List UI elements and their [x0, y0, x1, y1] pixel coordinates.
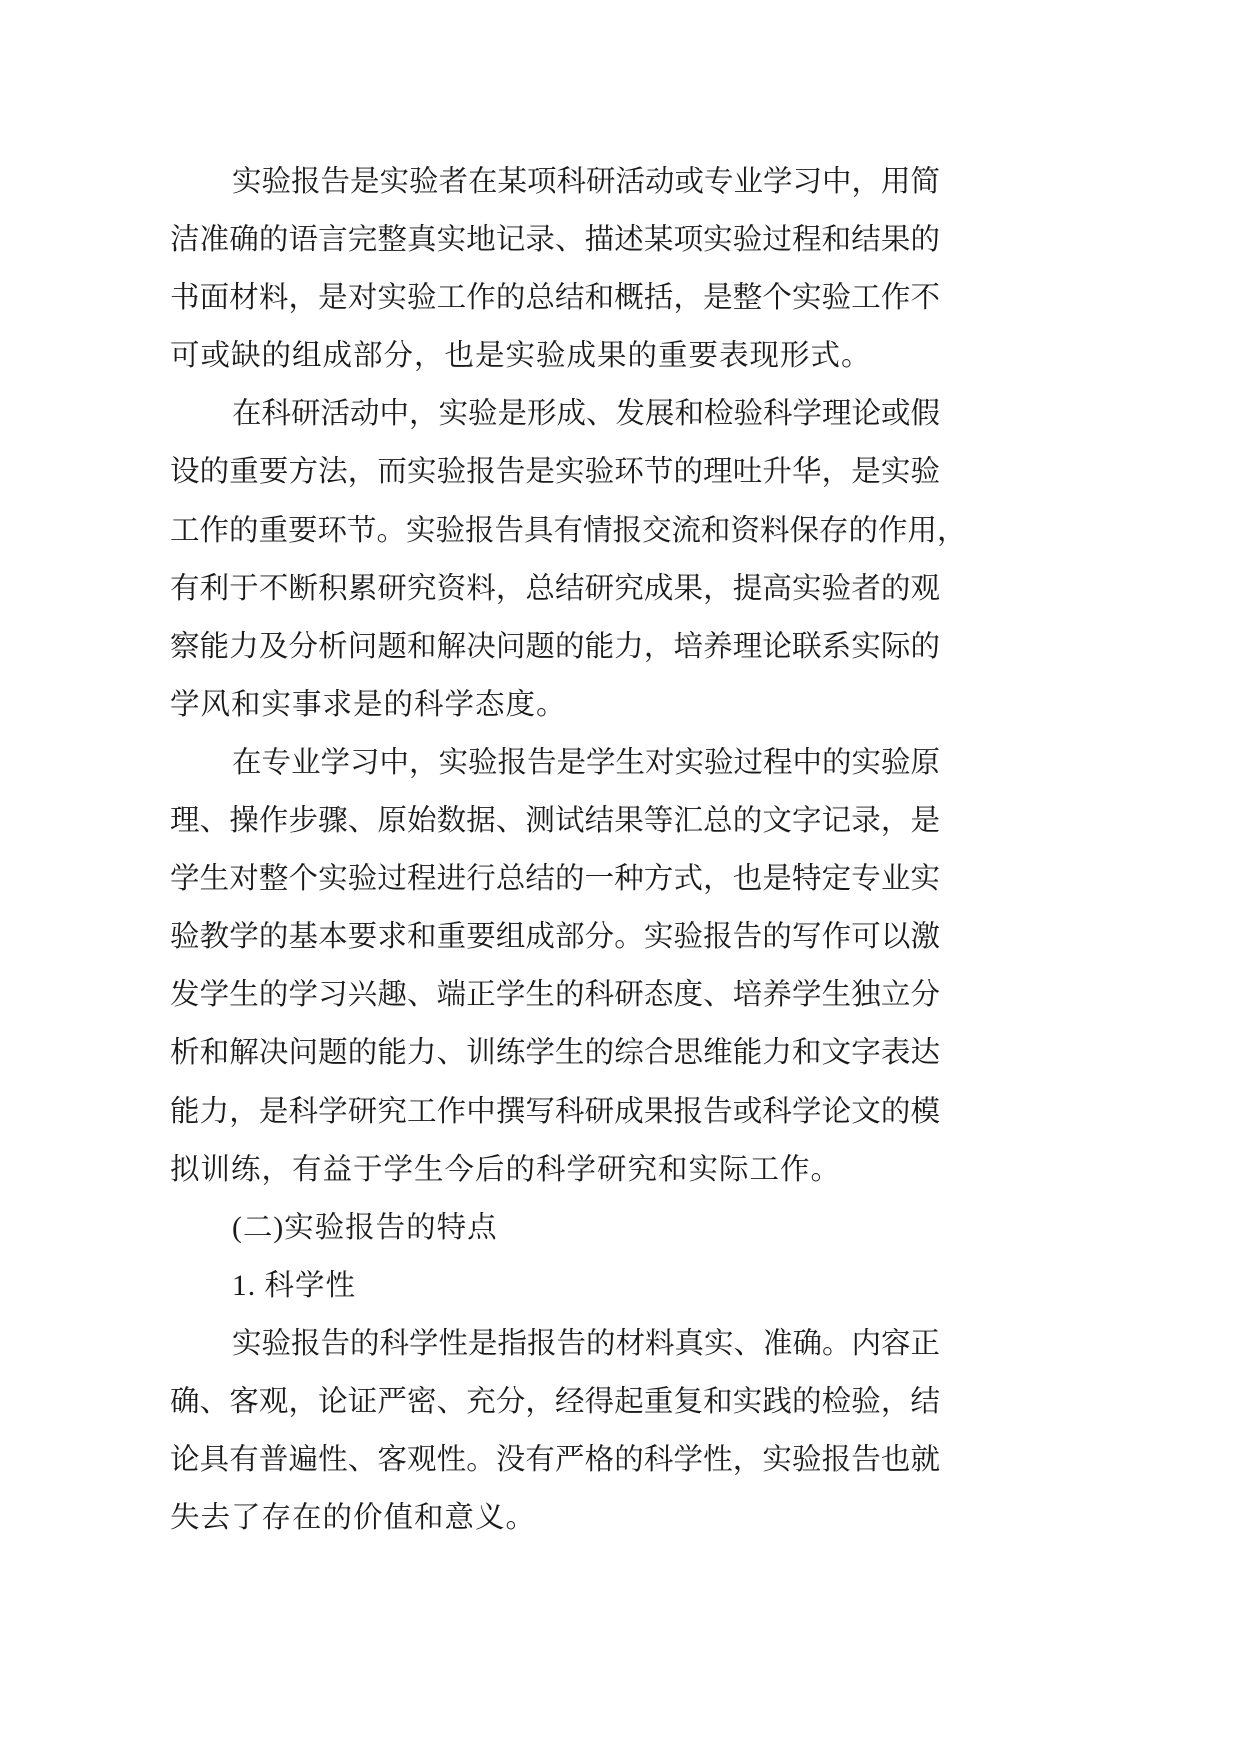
document-body [170, 153, 967, 1547]
text-line: 失去了存在的价值和意义。 [170, 1502, 537, 1535]
text-line: 理、操作步骤、原始数据、测试结果等汇总的文字记录，是 [170, 805, 940, 838]
text-line: 验教学的基本要求和重要组成部分。实验报告的写作可以激 [170, 921, 940, 954]
text-line: 实验报告的科学性是指报告的材料真实、准确。内容正 [232, 1327, 941, 1360]
text-line: 书面材料，是对实验工作的总结和概括，是整个实验工作不 [170, 282, 940, 315]
text-line: 论具有普遍性、客观性。没有严格的科学性，实验报告也就 [170, 1444, 940, 1477]
text-line: 析和解决问题的能力、训练学生的综合思维能力和文字表达 [170, 1037, 940, 1070]
text-line: 有利于不断积累研究资料，总结研究成果，提高实验者的观 [170, 572, 940, 605]
paragraph [170, 734, 940, 1199]
text-line: 拟训练，有益于学生今后的科学研究和实际工作。 [170, 1153, 842, 1186]
text-line: 在专业学习中，实验报告是学生对实验过程中的实验原 [232, 746, 941, 779]
subsection-heading [170, 1257, 940, 1315]
section-heading-text: (二)实验报告的特点 [232, 1211, 498, 1244]
text-line: 在科研活动中，实验是形成、发展和检验科学理论或假 [232, 398, 941, 431]
text-line: 工作的重要环节。实验报告具有情报交流和资料保存的作用， [170, 514, 967, 547]
paragraph [170, 385, 967, 734]
text-line: 学风和实事求是的科学态度。 [170, 688, 567, 721]
paragraph [170, 1315, 940, 1547]
text-line: 洁准确的语言完整真实地记录、描述某项实验过程和结果的 [170, 224, 940, 257]
text-line: 实验报告是实验者在某项科研活动或专业学习中，用简 [232, 166, 941, 198]
text-line: 学生对整个实验过程进行总结的一种方式，也是特定专业实 [170, 863, 940, 896]
text-line: 察能力及分析问题和解决问题的能力，培养理论联系实际的 [170, 630, 940, 663]
text-line: 发学生的学习兴趣、端正学生的科研态度、培养学生独立分 [170, 979, 940, 1012]
text-line: 能力，是科学研究工作中撰写科研成果报告或科学论文的模 [170, 1095, 940, 1128]
text-line: 确、客观，论证严密、充分，经得起重复和实践的检验，结 [170, 1385, 940, 1418]
subsection-heading-text: 1. 科学性 [232, 1269, 357, 1302]
section-heading [170, 1199, 940, 1257]
text-line: 设的重要方法，而实验报告是实验环节的理吐升华，是实验 [170, 456, 940, 489]
text-line: 可或缺的组成部分，也是实验成果的重要表现形式。 [170, 340, 872, 373]
paragraph [170, 153, 940, 385]
